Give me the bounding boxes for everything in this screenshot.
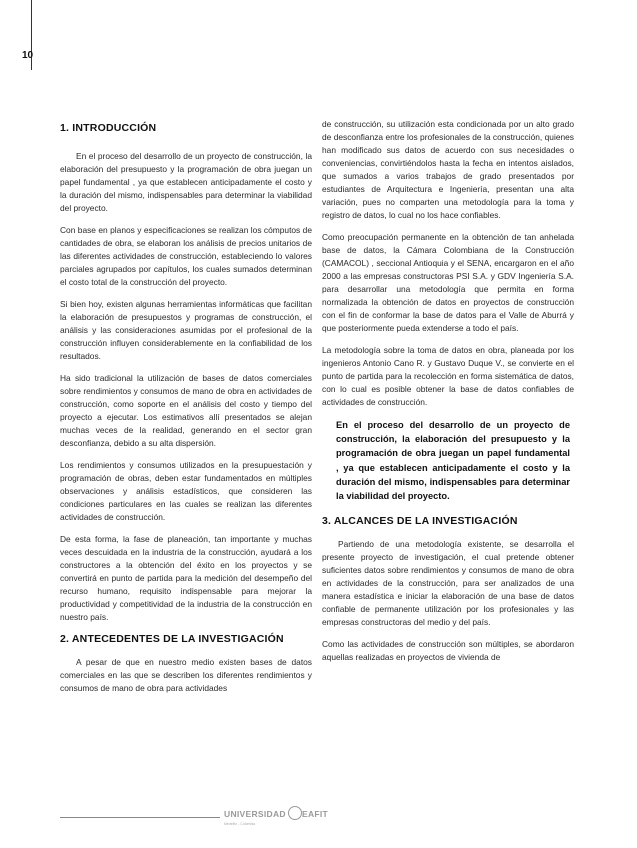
section-2-heading: 2. ANTECEDENTES DE LA INVESTIGACIÓN: [60, 633, 284, 645]
intro-paragraph-2: Con base en planos y especificaciones se realizan los cómputos de cantidades de obra, se elaboran los análisis de precios unitarios de las diferentes actividades de construcción, estableciendo lo valores parciales agrupados por capítulos, los cuales sumados determinan el costo total de la construcción del proyecto.: [60, 225, 312, 287]
intro-paragraph-3: Si bien hoy, existen algunas herramientas informáticas que facilitan la elaboración de presupuestos y programas de construcción, el análisis y las consideraciones asumidas por el profesional de la construcción influyen considerablemente en la confiabilidad de los resultados.: [60, 299, 312, 361]
logo-wordmark-right: EAFIT: [302, 809, 329, 819]
intro-paragraph-4: Ha sido tradicional la utilización de bases de datos comerciales sobre rendimientos y consumos de mano de obra en actividades de construcción, como soporte en el análisis del costo y tiempo del proyecto a ejecutar. Los estimativos allí presentados se alejan muchas veces de la realidad, generando en el sector gran desconfianza, debido a su alta dispersión.: [60, 373, 312, 448]
intro-paragraph-6: De esta forma, la fase de planeación, tan importante y muchas veces descuidada en la industria de la construcción, ayudará a los constructores a la obtención del éxito en los proyectos y se convertirá en punto de partida para la medición del desempeño del recurso humano, requisito indispensable para mejorar la productividad y competitividad de la industria de la construcción en nuestro país.: [60, 534, 312, 622]
left-column: [60, 117, 312, 704]
antecedentes-paragraph-2: de construcción, su utilización esta condicionada por un alto grado de desconfianza entre los profesionales de la construcción, quienes han modificado sus datos de acuerdo con sus necesidades o conveniencias, convirtiéndolos hasta la fecha en intentos aislados, que sumados a varios trabajos de grado presentados por estudiantes de Arquitectura e Ingeniería, presentan una alta variación, pues no comparten una metodología para la toma y registro de datos, lo cual no los hace confiables.: [322, 119, 574, 220]
page-number: 10: [22, 50, 34, 61]
seal-icon: [288, 806, 302, 820]
logo-tagline: Medellín - Colombia: [224, 822, 256, 826]
logo-wordmark-left: UNIVERSIDAD: [224, 809, 286, 819]
antecedentes-paragraph-4: La metodología sobre la toma de datos en obra, planeada por los ingenieros Antonio Cano R. y Gustavo Duque V., se convierte en el punto de partida para la recolección en forma sistemática de datos, con lo cual es posible obtener la base de datos confiables de actividades de construcción.: [322, 345, 574, 407]
antecedentes-paragraph-1: A pesar de que en nuestro medio existen bases de datos comerciales en las que se describen los diferentes rendimientos y consumos de mano de obra para actividades: [60, 657, 312, 693]
university-logo: [224, 806, 344, 834]
pull-quote: En el proceso del desarrollo de un proyecto de construcción, la elaboración del presupuesto y la programación de obra juegan un papel fundamental , ya que establecen anticipadamente el costo y la duración del mismo, indispensables para determinar la viabilidad del proyecto.: [336, 420, 570, 502]
right-column: [322, 118, 574, 673]
antecedentes-paragraph-3: Como preocupación permanente en la obtención de tan anhelada base de datos, la Cámara Colombiana de la Construcción (CAMACOL) , seccional Antioquia y el SENA, encargaron en el año 2000 a las empresas constructoras PSI S.A. y GDV Ingeniería S.A. para desarrollar una metodología que permita en forma normalizada la obtención de datos en proyectos de construcción con el fin de conformar la base de datos para el Valle de Aburrá y que posteriormente pueda extenderse a todo el país.: [322, 232, 574, 333]
section-3-heading: 3. ALCANCES DE LA INVESTIGACIÓN: [322, 515, 518, 528]
alcances-paragraph-2: Como las actividades de construcción son múltiples, se abordaron aquellas realizadas en proyectos de vivienda de: [322, 639, 574, 663]
section-1-heading: 1. INTRODUCCIÓN: [60, 122, 157, 134]
intro-paragraph-5: Los rendimientos y consumos utilizados en la presupuestación y programación de obras, deben estar fundamentados en múltiples observaciones y análisis estadísticos, que consideren las condiciones particulares en las cuales se realizan las diferentes actividades de construcción.: [60, 460, 312, 522]
alcances-paragraph-1: Partiendo de una metodología existente, se desarrolla el presente proyecto de investigación, el cual pretende obtener suficientes datos sobre rendimientos y consumos de mano de obra en actividades de la construcción, para ser analizados de una manera estadística e iniciar la elaboración de una base de datos confiable de permanente utilización por los profesionales y las empresas constructoras del medio y del país.: [322, 539, 574, 628]
intro-paragraph-1: En el proceso del desarrollo de un proyecto de construcción, la elaboración del presupuesto y la programación de obra juegan un papel fundamental , ya que establecen anticipadamente el costo y la duración del mismo, indispensables para determinar la viabilidad del proyecto.: [60, 151, 312, 213]
footer-rule: [60, 817, 220, 818]
